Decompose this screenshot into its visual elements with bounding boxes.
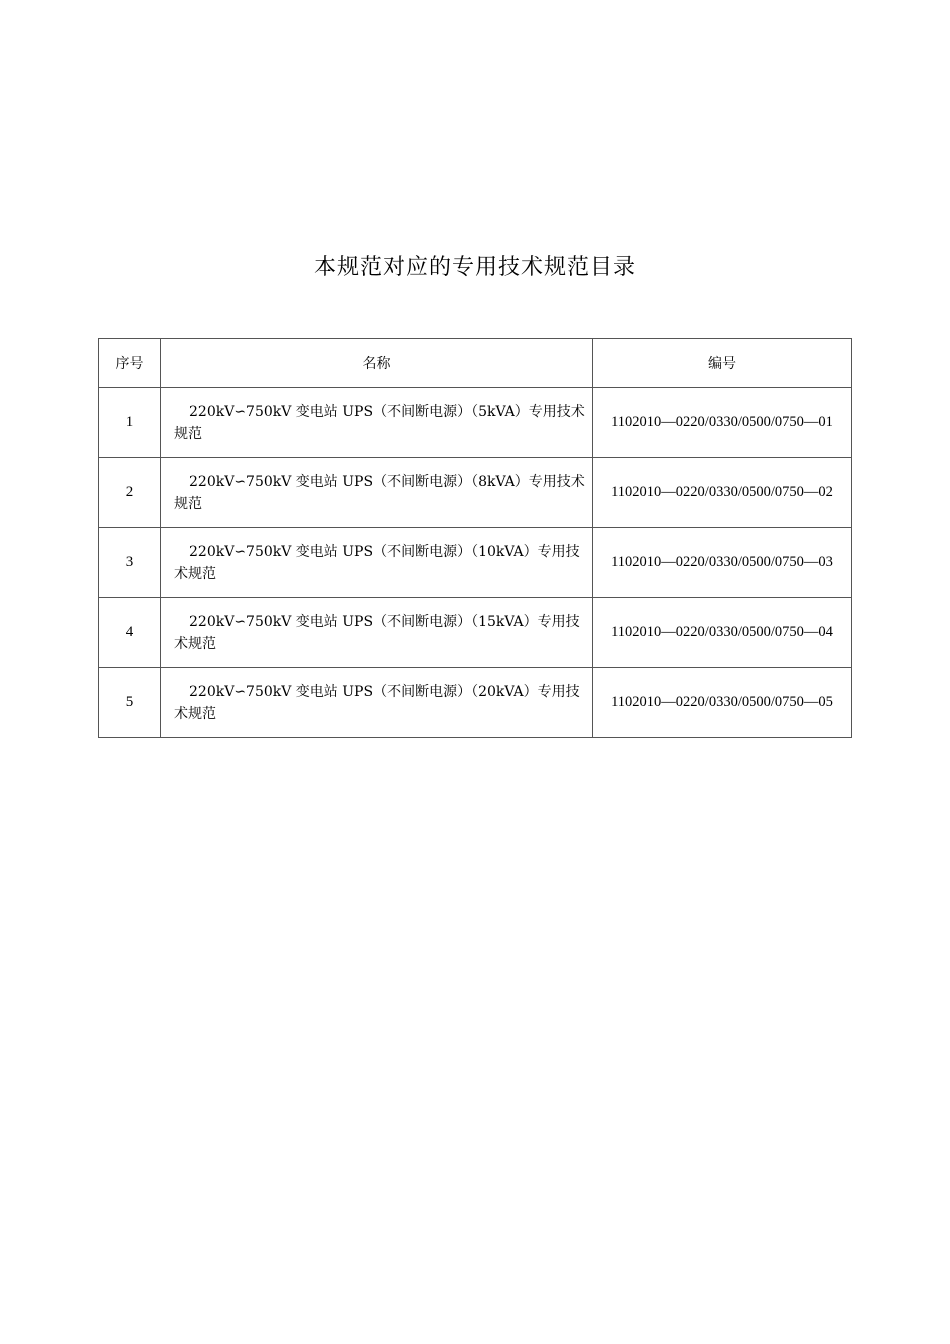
row-index: 1 [99, 388, 161, 458]
row-code: 1102010—0220/0330/0500/0750—03 [593, 528, 852, 598]
header-name: 名称 [161, 339, 593, 388]
row-name: 220kV∽750kV 变电站 UPS（不间断电源）（20kVA）专用技术规范 [161, 668, 593, 738]
table-row [99, 388, 852, 458]
row-code: 1102010—0220/0330/0500/0750—01 [593, 388, 852, 458]
row-name: 220kV∽750kV 变电站 UPS（不间断电源）（15kVA）专用技术规范 [161, 598, 593, 668]
row-name: 220kV∽750kV 变电站 UPS（不间断电源）（5kVA）专用技术规范 [161, 388, 593, 458]
document-title: 本规范对应的专用技术规范目录 [313, 255, 636, 280]
row-code: 1102010—0220/0330/0500/0750—04 [593, 598, 852, 668]
table-row [99, 668, 852, 738]
table-row [99, 458, 852, 528]
header-code: 编号 [593, 339, 852, 388]
row-code: 1102010—0220/0330/0500/0750—02 [593, 458, 852, 528]
table-row [99, 598, 852, 668]
row-index: 3 [99, 528, 161, 598]
row-index: 5 [99, 668, 161, 738]
row-name: 220kV∽750kV 变电站 UPS（不间断电源）（8kVA）专用技术规范 [161, 458, 593, 528]
row-name: 220kV∽750kV 变电站 UPS（不间断电源）（10kVA）专用技术规范 [161, 528, 593, 598]
table-row [99, 528, 852, 598]
header-index: 序号 [99, 339, 161, 388]
row-index: 4 [99, 598, 161, 668]
table-header-row [99, 339, 852, 388]
row-code: 1102010—0220/0330/0500/0750—05 [593, 668, 852, 738]
row-index: 2 [99, 458, 161, 528]
spec-catalog-table [98, 338, 852, 738]
